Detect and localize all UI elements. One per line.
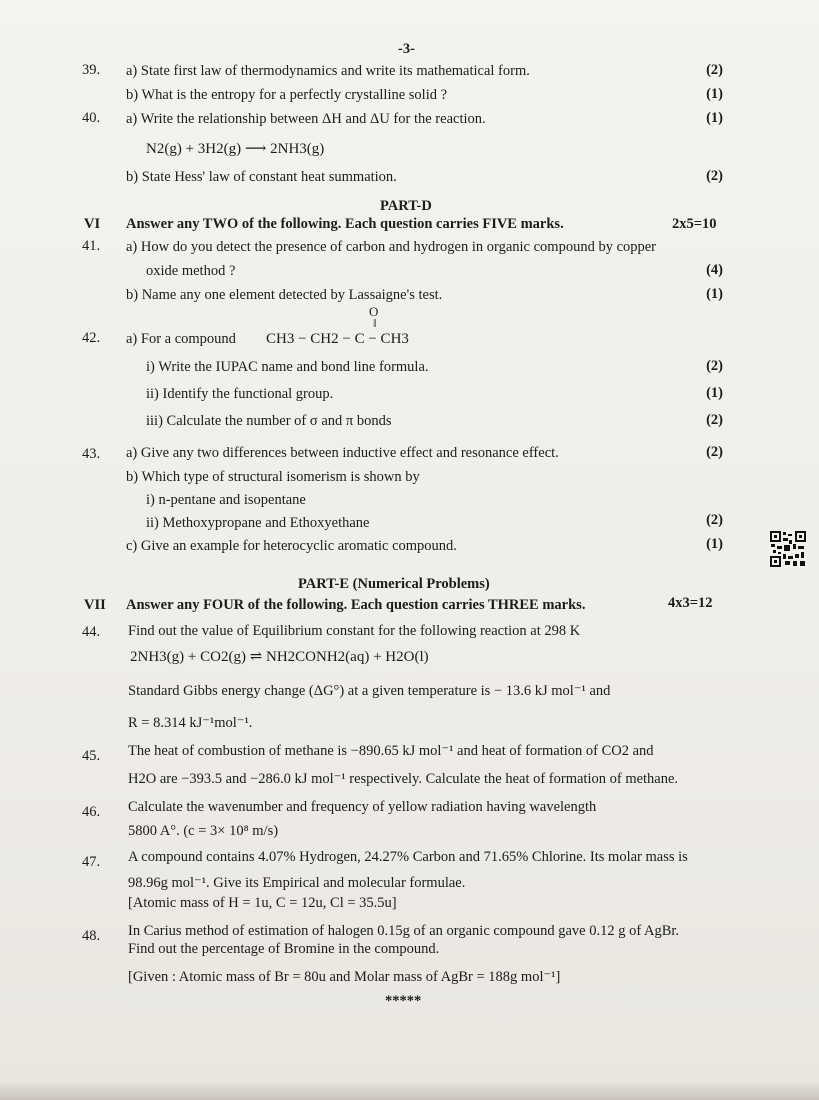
q43-b-ii: ii) Methoxypropane and Ethoxyethane xyxy=(146,515,370,531)
q44-reaction: 2NH3(g) + CO2(g) ⇌ NH2CONH2(aq) + H2O(l) xyxy=(130,649,429,665)
q42-a: a) For a compound xyxy=(126,331,236,347)
q43-c: c) Give an example for heterocyclic aromatic compound. xyxy=(126,538,457,554)
q40-reaction: N2(g) + 3H2(g) ⟶ 2NH3(g) xyxy=(146,141,325,157)
q45-number: 45. xyxy=(82,748,101,764)
q46-line1: Calculate the wavenumber and frequency of yellow radiation having wavelength xyxy=(128,799,597,815)
q46-line2: 5800 A°. (c = 3× 10⁸ m/s) xyxy=(128,823,279,839)
bottom-shadow xyxy=(0,1080,819,1100)
q44-line4: R = 8.314 kJ⁻¹mol⁻¹. xyxy=(128,715,253,731)
q44-line1: Find out the value of Equilibrium constant for the following reaction at 298 K xyxy=(128,623,581,639)
q39-a: a) State first law of thermodynamics and write its mathematical form. xyxy=(126,63,530,79)
q45-line2: H2O are −393.5 and −286.0 kJ mol⁻¹ respectively. Calculate the heat of formation of methane. xyxy=(128,771,679,787)
q40-b: b) State Hess' law of constant heat summation. xyxy=(126,169,397,185)
q40-a: a) Write the relationship between ΔH and ΔU for the reaction. xyxy=(126,111,486,127)
q39-number: 39. xyxy=(82,62,101,78)
q39-b: b) What is the entropy for a perfectly crystalline solid ? xyxy=(126,87,448,103)
q42-carbonyl-o: O xyxy=(369,304,379,319)
q43-number: 43. xyxy=(82,446,101,462)
qr-code-icon xyxy=(769,530,807,568)
q40-a-marks: (1) xyxy=(706,110,723,126)
part-d-marks: 2x5=10 xyxy=(672,216,717,232)
q40-b-marks: (2) xyxy=(706,168,723,184)
q42-number: 42. xyxy=(82,330,101,346)
part-e-instruction: Answer any FOUR of the following. Each question carries THREE marks. xyxy=(126,597,586,613)
q43-a: a) Give any two differences between inductive effect and resonance effect. xyxy=(126,445,559,461)
part-d-instruction: Answer any TWO of the following. Each question carries FIVE marks. xyxy=(126,216,564,232)
q42-ii: ii) Identify the functional group. xyxy=(146,386,334,402)
q47-number: 47. xyxy=(82,854,101,870)
q41-a-line1: a) How do you detect the presence of carbon and hydrogen in organic compound by copper xyxy=(126,239,657,255)
q42-double-bond: ‖ xyxy=(373,316,377,330)
q43-b-i: i) n-pentane and isopentane xyxy=(146,492,306,508)
section-vi: VI xyxy=(84,216,101,232)
q42-formula: CH3 − CH2 − C − CH3 xyxy=(266,331,409,347)
section-vii: VII xyxy=(84,597,106,613)
end-stars: ***** xyxy=(385,993,422,1009)
q43-c-marks: (1) xyxy=(706,536,723,552)
q41-a-marks: (4) xyxy=(706,262,723,278)
part-e-marks: 4x3=12 xyxy=(668,595,713,611)
q43-b: b) Which type of structural isomerism is shown by xyxy=(126,469,420,485)
q43-a-marks: (2) xyxy=(706,444,723,460)
q42-i: i) Write the IUPAC name and bond line formula. xyxy=(146,359,429,375)
q42-ii-marks: (1) xyxy=(706,385,723,401)
q47-line1: A compound contains 4.07% Hydrogen, 24.27% Carbon and 71.65% Chlorine. Its molar mass is xyxy=(128,849,688,865)
q47-line3: [Atomic mass of H = 1u, C = 12u, Cl = 35.5u] xyxy=(128,895,397,911)
q47-line2: 98.96g mol⁻¹. Give its Empirical and molecular formulae. xyxy=(128,875,466,891)
q42-i-marks: (2) xyxy=(706,358,723,374)
q41-number: 41. xyxy=(82,238,101,254)
q46-number: 46. xyxy=(82,804,101,820)
q44-line3: Standard Gibbs energy change (ΔG°) at a given temperature is − 13.6 kJ mol⁻¹ and xyxy=(128,683,611,699)
q42-iii: iii) Calculate the number of σ and π bonds xyxy=(146,413,392,429)
q48-line2: Find out the percentage of Bromine in the compound. xyxy=(128,941,440,957)
q40-number: 40. xyxy=(82,110,101,126)
q39-a-marks: (2) xyxy=(706,62,723,78)
q43-b-marks: (2) xyxy=(706,512,723,528)
q44-number: 44. xyxy=(82,624,101,640)
q41-a-line2: oxide method ? xyxy=(146,263,236,279)
part-d-title: PART-D xyxy=(380,198,432,214)
q41-b: b) Name any one element detected by Lassaigne's test. xyxy=(126,287,443,303)
part-e-title: PART-E (Numerical Problems) xyxy=(298,576,490,592)
q41-b-marks: (1) xyxy=(706,286,723,302)
q48-line1: In Carius method of estimation of halogen 0.15g of an organic compound gave 0.12 g of AgBr. xyxy=(128,923,680,939)
page-number: -3- xyxy=(398,41,415,57)
q48-number: 48. xyxy=(82,928,101,944)
q39-b-marks: (1) xyxy=(706,86,723,102)
q45-line1: The heat of combustion of methane is −890.65 kJ mol⁻¹ and heat of formation of CO2 and xyxy=(128,743,654,759)
q42-iii-marks: (2) xyxy=(706,412,723,428)
q48-line3: [Given : Atomic mass of Br = 80u and Molar mass of AgBr = 188g mol⁻¹] xyxy=(128,969,561,985)
